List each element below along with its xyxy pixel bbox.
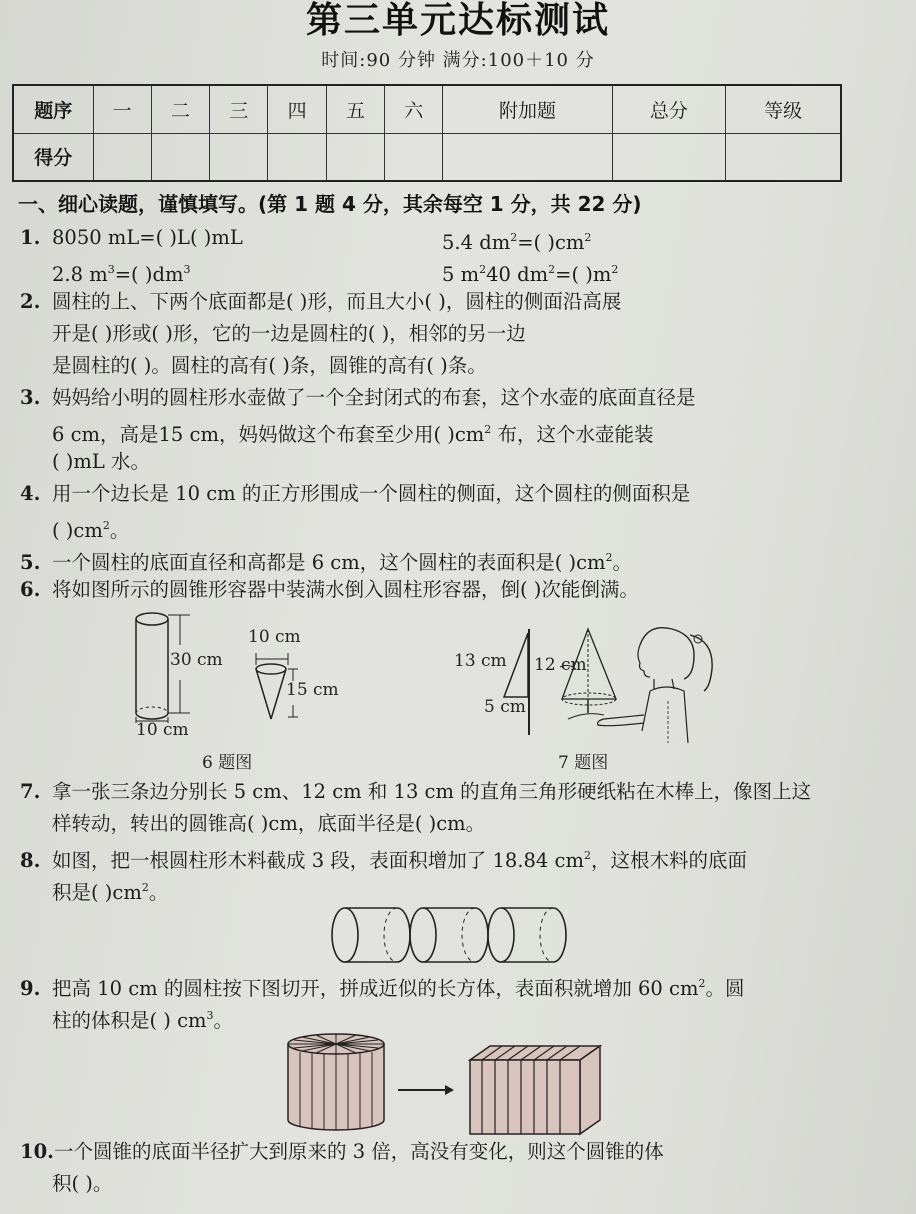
q1-b-text: 5.4 dm [442, 231, 511, 254]
q1-d-text: 40 dm [486, 263, 549, 286]
q1-c-text: 2.8 m [52, 263, 108, 286]
question-8-line-2 [52, 872, 168, 909]
question-3-line-3: ( )mL 水。 [52, 450, 151, 473]
question-7-line-2: 样转动，转出的圆锥高( )cm，底面半径是( )cm。 [52, 812, 486, 835]
col-header: 五 [326, 85, 384, 133]
cylinder-diameter-label: 10 cm [136, 720, 189, 740]
question-2-line-3: 是圆柱的( )。圆柱的高有( )条，圆锥的高有( )条。 [52, 354, 487, 377]
question-text: 拿一张三条边分别长 5 cm、12 cm 和 13 cm 的直角三角形硬纸粘在木棒上，像图上这 [52, 780, 812, 803]
vertical-leg-label: 12 cm [534, 655, 587, 675]
superscript: 3 [183, 263, 191, 276]
col-header: 六 [385, 85, 443, 133]
hypotenuse-label: 13 cm [454, 651, 507, 671]
question-number: 1. [20, 226, 41, 249]
question-10-line-2: 积( )。 [52, 1172, 113, 1195]
superscript: 2 [484, 423, 492, 436]
figure-6 [100, 605, 360, 775]
col-header: 二 [151, 85, 209, 133]
col-header: 等级 [726, 85, 841, 133]
score-cell[interactable] [210, 133, 268, 181]
superscript: 2 [698, 977, 706, 990]
exam-subtitle: 时间:90 分钟 满分:100＋10 分 [321, 50, 595, 71]
question-text: 柱的体积是( ) cm [52, 1009, 207, 1032]
score-cell[interactable] [443, 133, 612, 181]
question-9-line-2 [52, 1000, 233, 1037]
question-text: 妈妈给小明的圆柱形水壶做了一个全封闭式的布套，这个水壶的底面直径是 [52, 386, 696, 409]
question-2-line-2: 开是( )形或( )形，它的一边是圆柱的( )，相邻的另一边 [52, 322, 526, 345]
question-text: 。 [213, 1009, 234, 1032]
score-cell[interactable] [726, 133, 841, 181]
q1-b-text: =( )cm [517, 231, 585, 254]
question-text: 一个圆柱的底面直径和高都是 6 cm，这个圆柱的表面积是( )cm [52, 551, 606, 574]
cylinder-and-cone-diagram [100, 605, 360, 735]
question-text: ( )cm [52, 519, 103, 542]
superscript: 2 [141, 881, 149, 894]
q1-part-a: 8050 mL=( )L( )mL [52, 226, 243, 249]
question-number: 10. [20, 1140, 54, 1163]
question-text: 。 [148, 881, 169, 904]
question-text: 将如图所示的圆锥形容器中装满水倒入圆柱形容器，倒( )次能倒满。 [52, 578, 639, 601]
question-4-line-1 [20, 478, 690, 510]
question-text: 布，这个水壶能装 [491, 423, 654, 446]
score-cell[interactable] [612, 133, 726, 181]
question-10-line-1 [20, 1136, 664, 1168]
col-header: 总分 [612, 85, 726, 133]
col-header: 一 [93, 85, 151, 133]
question-number: 8. [20, 849, 41, 872]
question-text: 用一个边长是 10 cm 的正方形围成一个圆柱的侧面，这个圆柱的侧面积是 [52, 482, 691, 505]
q1-d-text: =( )m [555, 263, 612, 286]
question-number: 9. [20, 977, 41, 1000]
question-text: ，这根木料的底面 [590, 849, 747, 872]
question-1-line-1 [20, 222, 243, 254]
score-cell[interactable] [151, 133, 209, 181]
cone-height-label: 15 cm [286, 680, 339, 700]
q1-d-text: 5 m [442, 263, 480, 286]
superscript: 2 [584, 231, 592, 244]
question-number: 2. [20, 290, 41, 313]
cylinder-height-label: 30 cm [170, 650, 223, 670]
question-text: 圆柱的上、下两个底面都是( )形，而且大小( )，圆柱的侧面沿高展 [52, 290, 622, 313]
question-text: 。 [612, 551, 633, 574]
figure-6-caption: 6 题图 [202, 753, 253, 773]
base-leg-label: 5 cm [484, 697, 526, 717]
figure-9-cylinder-to-cuboid [280, 1028, 610, 1138]
question-number: 7. [20, 780, 41, 803]
row-label-score: 得分 [13, 133, 93, 181]
col-header: 四 [268, 85, 326, 133]
question-2-line-1 [20, 286, 621, 318]
three-cylinder-segments [325, 900, 575, 970]
question-number: 5. [20, 551, 41, 574]
score-table [12, 84, 842, 182]
score-cell[interactable] [385, 133, 443, 181]
question-3-line-1 [20, 382, 696, 414]
cone-diameter-label: 10 cm [248, 627, 301, 647]
superscript: 2 [583, 849, 591, 862]
superscript: 2 [611, 263, 619, 276]
question-number: 6. [20, 578, 41, 601]
score-table-score-row [13, 133, 841, 181]
cylinder-to-cuboid-diagram [280, 1028, 610, 1138]
question-text: 一个圆锥的底面半径扩大到原来的 3 倍，高没有变化，则这个圆锥的体 [54, 1140, 664, 1163]
col-header: 附加题 [443, 85, 612, 133]
question-6-line-1 [20, 574, 639, 606]
question-text: 。 [109, 519, 130, 542]
question-text: 把高 10 cm 的圆柱按下图切开，拼成近似的长方体，表面积就增加 60 cm [52, 977, 699, 1000]
question-number: 4. [20, 482, 41, 505]
question-text: 积是( )cm [52, 881, 142, 904]
superscript: 3 [206, 1009, 214, 1022]
question-text: 6 cm，高是15 cm，妈妈做这个布套至少用( )cm [52, 423, 485, 446]
section-heading: 一、细心读题，谨慎填写。(第 1 题 4 分，其余每空 1 分，共 22 分) [18, 192, 642, 216]
figure-7-caption: 7 题图 [558, 753, 609, 773]
score-cell[interactable] [268, 133, 326, 181]
superscript: 2 [605, 551, 613, 564]
q1-c-text: =( )dm [114, 263, 184, 286]
question-number: 3. [20, 386, 41, 409]
figure-7 [440, 605, 740, 775]
question-text: 如图，把一根圆柱形木料截成 3 段，表面积增加了 18.84 cm [52, 849, 584, 872]
triangle-and-girl-diagram [440, 605, 740, 745]
question-7-line-1 [20, 776, 811, 808]
superscript: 2 [548, 263, 556, 276]
score-cell[interactable] [326, 133, 384, 181]
figure-8-cylinder-pieces [325, 900, 575, 970]
superscript: 2 [102, 519, 110, 532]
superscript: 3 [107, 263, 115, 276]
row-label-question-order: 题序 [13, 85, 93, 133]
score-cell[interactable] [93, 133, 151, 181]
page-title: 第三单元达标测试 [305, 0, 610, 41]
score-table-header-row [13, 85, 841, 133]
superscript: 2 [510, 231, 518, 244]
superscript: 2 [479, 263, 487, 276]
question-text: 。圆 [705, 977, 745, 1000]
col-header: 三 [210, 85, 268, 133]
